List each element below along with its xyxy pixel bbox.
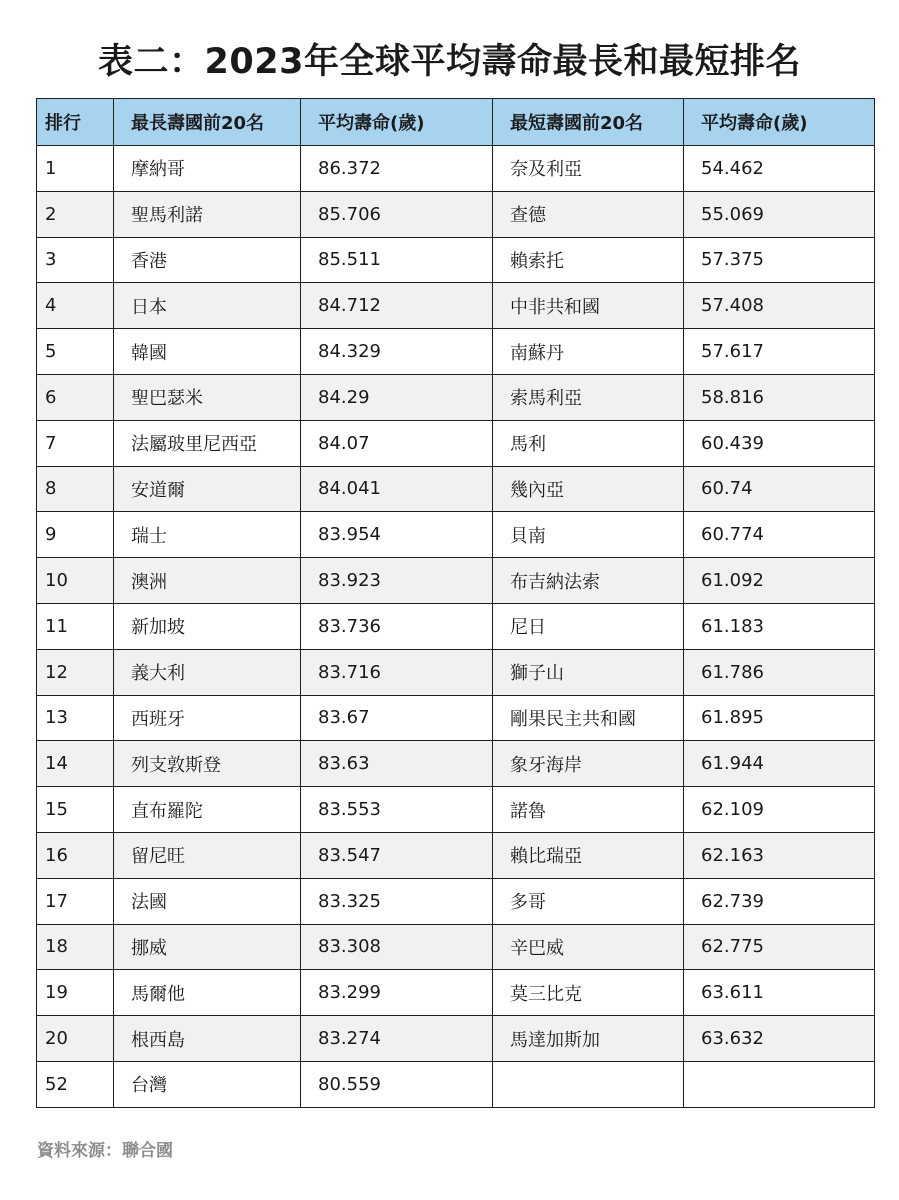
longest-country-cell: 台灣 [114,1061,301,1107]
header-shortest-countries: 最短壽國前20名 [493,99,684,146]
shortest-country-cell: 布吉納法索 [493,558,684,604]
table-row [37,787,875,833]
shortest-value-cell: 61.895 [684,695,875,741]
longest-country-cell: 日本 [114,283,301,329]
shortest-country-cell: 象牙海岸 [493,741,684,787]
shortest-value-cell: 61.183 [684,603,875,649]
table-row [37,924,875,970]
table-row [37,878,875,924]
table-row [37,970,875,1016]
rank-cell: 11 [37,603,114,649]
shortest-country-cell: 馬達加斯加 [493,1016,684,1062]
longest-country-cell: 香港 [114,237,301,283]
header-longest-countries: 最長壽國前20名 [114,99,301,146]
table-row [37,558,875,604]
longest-value-cell: 83.274 [301,1016,493,1062]
shortest-value-cell: 63.632 [684,1016,875,1062]
shortest-country-cell: 多哥 [493,878,684,924]
rank-cell: 13 [37,695,114,741]
header-longest-value: 平均壽命(歲) [301,99,493,146]
shortest-country-cell: 幾內亞 [493,466,684,512]
longest-value-cell: 86.372 [301,146,493,192]
shortest-value-cell: 62.163 [684,832,875,878]
longest-country-cell: 留尼旺 [114,832,301,878]
rank-cell: 12 [37,649,114,695]
rank-cell: 10 [37,558,114,604]
longest-country-cell: 澳洲 [114,558,301,604]
table-row [37,329,875,375]
longest-value-cell: 83.923 [301,558,493,604]
shortest-value-cell: 62.109 [684,787,875,833]
life-expectancy-table [36,98,875,1108]
shortest-country-cell: 賴比瑞亞 [493,832,684,878]
table-row [37,420,875,466]
longest-country-cell: 列支敦斯登 [114,741,301,787]
shortest-value-cell: 57.375 [684,237,875,283]
table-row [37,1016,875,1062]
shortest-country-cell: 馬利 [493,420,684,466]
longest-value-cell: 84.329 [301,329,493,375]
rank-cell: 1 [37,146,114,192]
table-row [37,649,875,695]
longest-value-cell: 84.712 [301,283,493,329]
longest-value-cell: 83.63 [301,741,493,787]
rank-cell: 8 [37,466,114,512]
longest-country-cell: 法屬玻里尼西亞 [114,420,301,466]
table-row [37,603,875,649]
longest-value-cell: 83.954 [301,512,493,558]
table-row [37,374,875,420]
rank-cell: 20 [37,1016,114,1062]
table-row [37,146,875,192]
longest-value-cell: 84.041 [301,466,493,512]
shortest-country-cell [493,1061,684,1107]
longest-value-cell: 85.706 [301,191,493,237]
longest-country-cell: 摩納哥 [114,146,301,192]
rank-cell: 4 [37,283,114,329]
longest-value-cell: 83.67 [301,695,493,741]
shortest-country-cell: 賴索托 [493,237,684,283]
longest-country-cell: 根西島 [114,1016,301,1062]
rank-cell: 52 [37,1061,114,1107]
longest-country-cell: 瑞士 [114,512,301,558]
rank-cell: 5 [37,329,114,375]
shortest-value-cell: 61.786 [684,649,875,695]
shortest-value-cell: 54.462 [684,146,875,192]
rank-cell: 17 [37,878,114,924]
shortest-country-cell: 奈及利亞 [493,146,684,192]
page-title: 表二：2023年全球平均壽命最長和最短排名 [98,42,801,82]
table-body [37,146,875,1108]
shortest-value-cell: 62.739 [684,878,875,924]
shortest-value-cell: 61.092 [684,558,875,604]
shortest-country-cell: 查德 [493,191,684,237]
shortest-value-cell: 60.774 [684,512,875,558]
rank-cell: 3 [37,237,114,283]
longest-value-cell: 80.559 [301,1061,493,1107]
shortest-value-cell: 55.069 [684,191,875,237]
longest-country-cell: 新加坡 [114,603,301,649]
table-row [37,695,875,741]
shortest-country-cell: 索馬利亞 [493,374,684,420]
longest-value-cell: 83.716 [301,649,493,695]
longest-country-cell: 義大利 [114,649,301,695]
table-row [37,466,875,512]
shortest-country-cell: 貝南 [493,512,684,558]
shortest-value-cell: 61.944 [684,741,875,787]
rank-cell: 18 [37,924,114,970]
rank-cell: 14 [37,741,114,787]
longest-country-cell: 西班牙 [114,695,301,741]
longest-country-cell: 挪威 [114,924,301,970]
longest-country-cell: 聖巴瑟米 [114,374,301,420]
source-note: 資料來源：聯合國 [37,1141,173,1161]
longest-value-cell: 83.308 [301,924,493,970]
table-header-row [37,99,875,146]
longest-value-cell: 83.299 [301,970,493,1016]
shortest-value-cell: 60.439 [684,420,875,466]
longest-country-cell: 安道爾 [114,466,301,512]
shortest-value-cell: 57.408 [684,283,875,329]
rank-cell: 2 [37,191,114,237]
shortest-country-cell: 辛巴威 [493,924,684,970]
shortest-value-cell [684,1061,875,1107]
table-row [37,741,875,787]
longest-value-cell: 83.736 [301,603,493,649]
shortest-country-cell: 中非共和國 [493,283,684,329]
rank-cell: 16 [37,832,114,878]
shortest-value-cell: 60.74 [684,466,875,512]
shortest-value-cell: 63.611 [684,970,875,1016]
table-row [37,1061,875,1107]
table-row [37,191,875,237]
longest-value-cell: 83.547 [301,832,493,878]
shortest-value-cell: 62.775 [684,924,875,970]
longest-value-cell: 83.553 [301,787,493,833]
longest-value-cell: 84.07 [301,420,493,466]
shortest-country-cell: 南蘇丹 [493,329,684,375]
header-rank: 排行 [37,99,114,146]
rank-cell: 7 [37,420,114,466]
longest-value-cell: 83.325 [301,878,493,924]
shortest-country-cell: 莫三比克 [493,970,684,1016]
rank-cell: 15 [37,787,114,833]
table-row [37,283,875,329]
rank-cell: 6 [37,374,114,420]
table-row [37,832,875,878]
table-row [37,237,875,283]
longest-country-cell: 法國 [114,878,301,924]
shortest-value-cell: 58.816 [684,374,875,420]
shortest-country-cell: 獅子山 [493,649,684,695]
shortest-value-cell: 57.617 [684,329,875,375]
rank-cell: 9 [37,512,114,558]
longest-value-cell: 85.511 [301,237,493,283]
longest-country-cell: 聖馬利諾 [114,191,301,237]
longest-country-cell: 直布羅陀 [114,787,301,833]
header-shortest-value: 平均壽命(歲) [684,99,875,146]
longest-value-cell: 84.29 [301,374,493,420]
shortest-country-cell: 尼日 [493,603,684,649]
table-row [37,512,875,558]
longest-country-cell: 馬爾他 [114,970,301,1016]
shortest-country-cell: 諾魯 [493,787,684,833]
shortest-country-cell: 剛果民主共和國 [493,695,684,741]
longest-country-cell: 韓國 [114,329,301,375]
rank-cell: 19 [37,970,114,1016]
